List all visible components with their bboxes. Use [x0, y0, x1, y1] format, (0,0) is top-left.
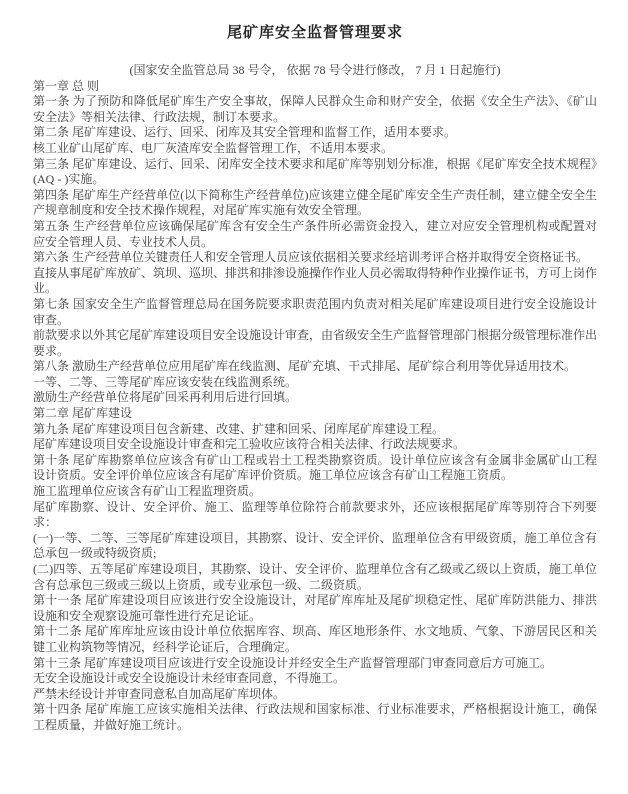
paragraph: 第九条 尾矿库建设项目包含新建、改建、扩建和回采、闭库尾矿库建设工程。	[33, 421, 445, 436]
paragraph: (二)四等、五等尾矿库建设项目，其勘察、设计、安全评价、监理单位含有乙级或乙级以上资质，施工单位含有总承包三级或三级以上资质，或专业承包一级、二级资质。	[33, 562, 597, 592]
paragraph: (一)一等、二等、三等尾矿库建设项目，其勘察、设计、安全评价、监理单位含有甲级资质，施工单位含有总承包一级或特级资质;	[33, 530, 597, 561]
paragraph: 第十一条 尾矿库建设项目应该进行安全设施设计，对尾矿库库址及尾矿坝稳定性、尾矿库防洪能力、排洪设施和安全观察设施可靠性进行充足论证。	[33, 593, 597, 623]
paragraph: 第六条 生产经营单位关键责任人和安全管理人员应该依据相关要求经培训考评合格并取得安全资格证书。	[33, 250, 589, 265]
paragraph: 第四条 尾矿库生产经营单位(以下简称生产经营单位)应该建立健全尾矿库安全生产责任制，建立健全安全生产规章制度和安全技术操作规程，对尾矿库实施有效安全管理。	[33, 187, 597, 218]
document-body	[33, 79, 597, 734]
paragraph: 第十条 尾矿库勘察单位应该含有矿山工程或岩土工程类勘察资质。设计单位应该含有金属非金属矿山工程设计资质。安全评价单位应该含有尾矿库评价资质。施工单位应该含有矿山工程施工资质。	[33, 452, 597, 483]
paragraph: 第十二条 尾矿库库址应该由设计单位依据库容、坝高、库区地形条件、水文地质、气象、下游居民区和关键工业构筑物等情况，经科学论证后，合理确定。	[33, 624, 597, 654]
paragraph: 尾矿库建设项目安全设施设计审查和完工验收应该符合相关法律、行政法规要求。	[33, 437, 466, 452]
paragraph: 第三条 尾矿库建设、运行、回采、闭库安全技术要求和尾矿库等别划分标准，根据《尾矿库安全技术规程》(AQ - )实施。	[33, 156, 597, 187]
paragraph: 前款要求以外其它尾矿库建设项目安全设施设计审查，由省级安全生产监督管理部门根据分级管理标准作出要求。	[33, 328, 598, 358]
document-title: 尾矿库安全监督管理要求	[226, 25, 403, 41]
paragraph: 一等、二等、三等尾矿库应该安装在线监测系统。	[33, 374, 298, 389]
paragraph: 第二条 尾矿库建设、运行、回采、闭库及其安全管理和监督工作，适用本要求。	[33, 125, 457, 140]
paragraph: 第十四条 尾矿库施工应该实施相关法律、行政法规和国家标准、行业标准要求，严格根据设计施工，确保工程质量，并做好施工统计。	[33, 702, 597, 732]
paragraph: 直接从事尾矿库放矿、筑坝、巡坝、排洪和排渗设施操作作业人员必需取得特种作业操作证书，方可上岗作业。	[33, 265, 598, 296]
paragraph: 尾矿库勘察、设计、安全评价、施工、监理等单位除符合前款要求外，还应该根据尾矿库等别符合下列要求：	[33, 499, 597, 530]
paragraph: 第五条 生产经营单位应该确保尾矿库含有安全生产条件所必需资金投入，建立对应安全管理机构或配置对应安全管理人员、专业技术人员。	[33, 218, 597, 249]
document-subtitle: (国家安全监管总局 38 号令， 依据 78 号令进行修改， 7 月 1 日起施行)	[129, 63, 501, 77]
chapter-heading: 第一章 总 则	[33, 78, 100, 93]
paragraph: 第一条 为了预防和降低尾矿库生产安全事故，保障人民群众生命和财产安全，依据《安全生产法》、《矿山安全法》等相关法律、行政法规，制订本要求。	[33, 94, 597, 124]
paragraph: 激励生产经营单位将尾矿回采再利用后进行回填。	[33, 390, 298, 405]
chapter-heading: 第二章 尾矿库建设	[33, 406, 133, 421]
paragraph: 第七条 国家安全生产监督管理总局在国务院要求职责范围内负责对相关尾矿库建设项目进行安全设施设计审查。	[33, 296, 597, 327]
paragraph: 严禁未经设计并审查同意私自加高尾矿库坝体。	[33, 686, 286, 701]
paragraph: 施工监理单位应该含有矿山工程监理资质。	[33, 484, 262, 499]
paragraph: 无安全设施设计或安全设施设计未经审查同意，不得施工。	[33, 671, 346, 686]
paragraph: 第八条 激励生产经营单位应用尾矿库在线监测、尾矿充填、干式排尾、尾矿综合利用等优异适用技术。	[33, 359, 577, 374]
paragraph: 第十三条 尾矿库建设项目应该进行安全设施设计并经安全生产监督管理部门审查同意后方可施工。	[33, 655, 553, 670]
paragraph: 核工业矿山尾矿库、电厂灰渣库安全监督管理工作，不适用本要求。	[33, 140, 394, 155]
